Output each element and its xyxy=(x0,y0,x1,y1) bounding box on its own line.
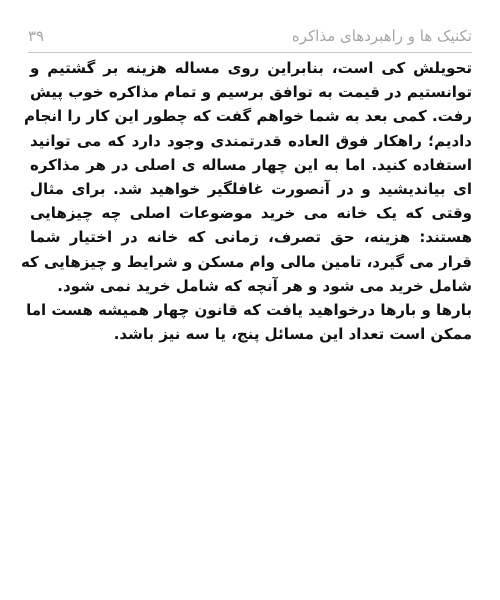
text-line: رفت. کمی بعد به شما خواهم گفت که چطور این کار را انجام xyxy=(23,107,472,126)
text-line: ممکن است تعداد این مسائل پنج، یا سه نیز باشد. xyxy=(113,325,472,344)
text-line: تحویلش کی است، بنابراین روی مساله هزینه بر گشتیم و xyxy=(30,59,472,77)
chapter-title: تکنیک ها و راهبردهای مذاکره xyxy=(291,27,472,45)
text-line: استفاده کنید. اما به این چهار مساله ی اصلی در هر مذاکره xyxy=(30,155,472,174)
text-line: قرار می گیرد، تامین مالی وام مسکن و شرایط و چیزهایی که xyxy=(20,252,472,271)
text-line: توانستیم در قیمت به توافق برسیم و تمام مذاکره خوب پیش xyxy=(30,83,472,102)
text-line: وقتی که یک خانه می خرید موضوعات اصلی چه چیزهایی xyxy=(30,204,472,223)
text-line: ای بیاندیشید و در آنصورت غافلگیر خواهید شد. برای مثال xyxy=(30,180,472,199)
text-line: هستند: هزینه، حق تصرف، زمانی که خانه در اختیار شما xyxy=(30,228,472,247)
header-divider xyxy=(28,52,472,53)
text-line: شامل خرید می شود و هر آنچه که شامل خرید نمی شود. xyxy=(57,276,472,295)
text-line: بارها و بارها درخواهید یافت که قانون چهار همیشه هست اما xyxy=(26,301,472,320)
running-header xyxy=(28,22,472,50)
body-paragraph xyxy=(20,56,472,346)
text-line: دادیم؛ راهکار فوق العاده قدرتمندی وجود دارد که می توانید xyxy=(30,131,472,150)
page-number: ۳۹ xyxy=(28,27,45,45)
